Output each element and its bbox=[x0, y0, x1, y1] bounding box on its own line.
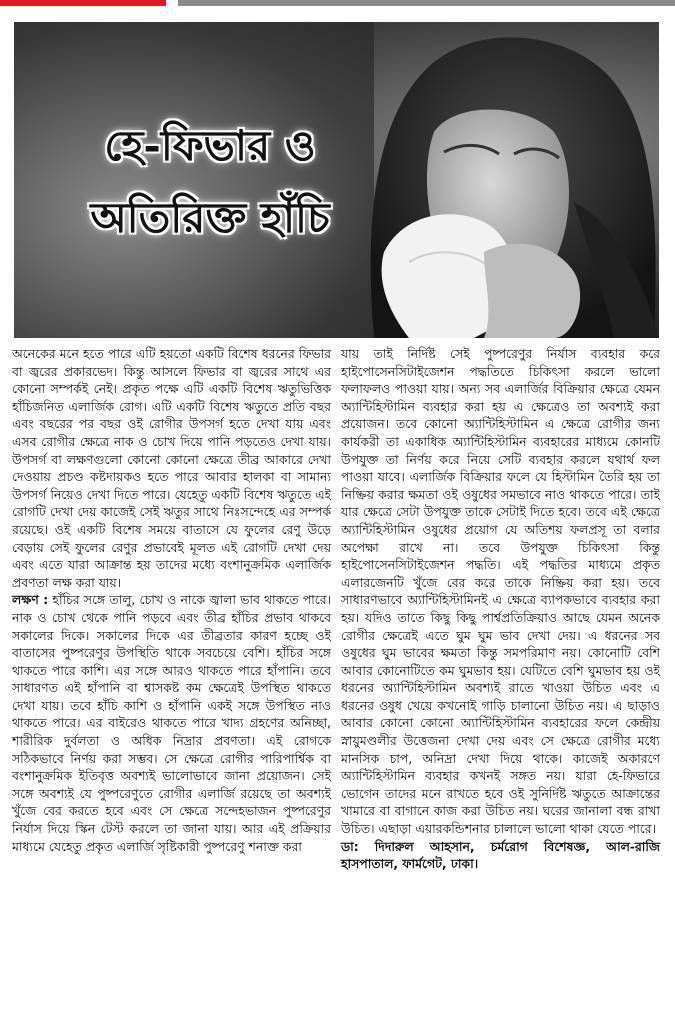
author-name: ডা: দিদারুল আহসান, bbox=[341, 838, 475, 854]
top-bar bbox=[0, 0, 675, 8]
paragraph-symptoms bbox=[12, 591, 331, 855]
article-column-2 bbox=[341, 345, 660, 1020]
paragraph-treatment: যায় তাই নির্দিষ্ট সেই পুষ্পরেণুর নির্যাস ব্যবহার করে হাইপোসেনসিটাইজেশন পদ্ধতিতে চিকিৎসা করলে ভালো ফলাফলও পাওয়া যায়। অন্য সব এলার্জির বিক্রিয়ার ক্ষেত্রে যেমন অ্যান্টিহিস্টামিন ব্যবহার করা হয় এ ক্ষেত্রেও তা অবশ্যই করা প্রয়োজন। তবে কোনো অ্যান্টিহিস্টামিন এ ক্ষেত্রে রোগীর জন্য কার্যকরী তা একাধিক অ্যান্টিহিস্টামিন ব্যবহারের মাধ্যমে কোনটি উপযুক্ত তা নির্ণয় করে নিয়ে সেটি ব্যবহার করলে যথার্থ ফল পাওয়া যাবে। এলার্জিক বিক্রিয়ার ফলে যে হিস্টামিন তৈরি হয় তা নিষ্ক্রিয় করার ক্ষমতা ওই ওষুধের সমভাবে নাও থাকতে পারে। তাই যার ক্ষেত্রে সেটা উপযুক্ত তাকে সেটাই দিতে হবে। তবে এই ক্ষেত্রে অ্যান্টিহিস্টামিন ওষুধের প্রয়োগ যে অতিশয় ফলপ্রসূ তা বলার অপেক্ষা রাখে না। তবে উপযুক্ত চিকিৎসা কিন্তু হাইপোসেনসিটাইজেশন পদ্ধতি। এই পদ্ধতির মাধ্যমে প্রকৃত এলারজেনটি খুঁজে বের করে তাকে নিষ্ক্রিয় করা হয়। তবে সাধারণভাবে অ্যান্টিহিস্টামিনই এ ক্ষেত্রে ব্যাপকভাবে ব্যবহার করা হয়। যদিও তাতে কিছু কিছু পার্শ্বপ্রতিক্রিয়াও আছে যেমন অনেক রোগীর ক্ষেত্রেই এতে ঘুম ঘুম ভাব দেখা দেয়। এ ধরনের সব ওষুধের ঘুম ভাবের ক্ষমতা কিন্তু সমপরিমাণ নয়। কোনোটি বেশি আবার কোনোটিতে কম ঘুমভাব হয়। যেটিতে বেশি ঘুমভাব হয় ওই ধরনের অ্যান্টিহিস্টামিন অবশ্যই রাতে খাওয়া উচিত এবং এ ধরনের ওষুধ খেয়ে কখনোই গাড়ি চালানো উচিত নয়। এ ছাড়াও আবার কোনো কোনো অ্যান্টিহিস্টামিন ব্যবহারের ফলে কেন্দ্রীয় স্নায়ুমণ্ডলীর উত্তেজনা দেখা দেয় এবং সে ক্ষেত্রে রোগীর মধ্যে মানসিক চাপ, অনিদ্রা দেখা দিয়ে থাকে। কাজেই অকারণে অ্যান্টিহিস্টামিন ব্যবহার কখনই সঙ্গত নয়। যারা হে-ফিভারে ভোগেন তাদের মনে রাখতে হবে ওই সুনির্দিষ্ট ঋতুতে আক্রান্তের খামারে বা বাগানে কাজ করা উচিত নয়। ঘরের জানালা বন্ধ রাখা উচিত। এছাড়া এয়ারকন্ডিশনার চালালে ভালো থাকা যেতে পারে। bbox=[341, 346, 660, 837]
article-column-1 bbox=[12, 345, 331, 1020]
accent-bar bbox=[0, 0, 166, 6]
paragraph-intro: অনেকের মনে হতে পারে এটি হয়তো একটি বিশেষ ধরনের ফিভার বা জ্বরের প্রকারভেদ। কিন্তু আসলে ফিভার বা জ্বরের সাথে এর কোনো সম্পর্কই নেই। প্রকৃত পক্ষে এটি একটি বিশেষ ঋতুভিত্তিক হাঁচিজনিত এলার্জিক রোগ। এটি একটি বিশেষ ঋতুতে প্রতি বছর এবং বছরের পর বছর ওই রোগীর উপসর্গ হতে দেখা যায় এবং এসব রোগীর ক্ষেত্রে নাক ও চোখ দিয়ে পানি পড়তেও দেখা যায়। উপসর্গ বা লক্ষণগুলো কোনো কোনো ক্ষেত্রে তীব্র আকারে দেখা দেওয়ায় প্রচণ্ড কষ্টদায়কও হতে পারে আবার হালকা বা সামান্য উপসর্গ নিয়েও দেখা দিতে পারে। যেহেতু একটি বিশেষ ঋতুতে এই রোগটি দেখা দেয় কাজেই সেই ঋতুর সাথে নিঃসন্দেহে এর সম্পর্ক রয়েছে। ওই একটি বিশেষ সময়ে বাতাসে যে ফুলের রেণু উড়ে বেড়ায় সেই ফুলের রেণুর প্রভাবেই মূলত এই রোগটি দেখা দেয় এবং এতে যারা আক্রান্ত হয় তাদের মধ্যে বংশানুক্রমিক এলার্জিক প্রবণতা লক্ষ করা যায়। bbox=[12, 346, 331, 590]
divider-bar bbox=[178, 0, 675, 6]
article-body bbox=[12, 345, 660, 1020]
author-info: চর্মরোগ বিশেষজ্ঞ, আল-রাজি হাসপাতাল, ফার্মগেট, ঢাকা। bbox=[341, 838, 660, 872]
symptoms-label: লক্ষণ : bbox=[12, 592, 49, 608]
symptoms-text: হাঁচির সঙ্গে তালু, চোখ ও নাকে জ্বালা ভাব থাকতে পারে। নাক ও চোখ থেকে পানি পড়বে এবং তীব্র হাঁচির প্রভাব থাকবে সকালের দিকে। সকালের দিকে এর তীব্রতার কারণ হচ্ছে ওই বাতাসের পুষ্পরেণুর উপস্থিতি থাকে সবচেয়ে বেশি। হাঁচির সঙ্গে থাকতে পারে কাশি। এর সঙ্গে আরও থাকতে পারে হাঁপানি। তবে সাধারণত এই হাঁপানি বা শ্বাসকষ্ট কম ক্ষেত্রেই উপস্থিত থাকতে দেখা যায়। তবে হাঁচি কাশি ও হাঁপানি একই সঙ্গে উপস্থিত নাও থাকতে পারে। এর বাইরেও থাকতে পারে খাদ্য গ্রহণের অনিচ্ছা, শারীরিক দুর্বলতা ও অধিক নিদ্রার প্রবণতা। এই রোগকে সঠিকভাবে নির্ণয় করা সম্ভব। সে ক্ষেত্রে রোগীর পারিপার্শ্বিক বা বংশানুক্রমিক ইতিবৃত্ত অবশ্যই ভালোভাবে জানা প্রয়োজন। সেই সঙ্গে অবশ্যই যে পুষ্পরেণুতে রোগীর এলার্জি রয়েছে তা অবশ্যই খুঁজে বের করতে হবে এবং সে ক্ষেত্রে সন্দেহভাজন পুষ্পরেণুর নির্যাস দিয়ে স্কিন টেস্ট করলে তা জানা যায়। আর এই প্রক্রিয়ার মাধ্যমে যেহেতু প্রকৃত এলার্জি সৃষ্টিকারী পুষ্পরেণু শনাক্ত করা bbox=[12, 592, 331, 854]
headline-line-1: হে-ফিভার ও bbox=[104, 121, 316, 170]
sneezing-woman-illustration bbox=[14, 22, 659, 338]
author-credit bbox=[341, 838, 660, 873]
headline-line-2: অতিরিক্ত হাঁচি bbox=[90, 193, 330, 242]
hero-image bbox=[14, 22, 659, 338]
